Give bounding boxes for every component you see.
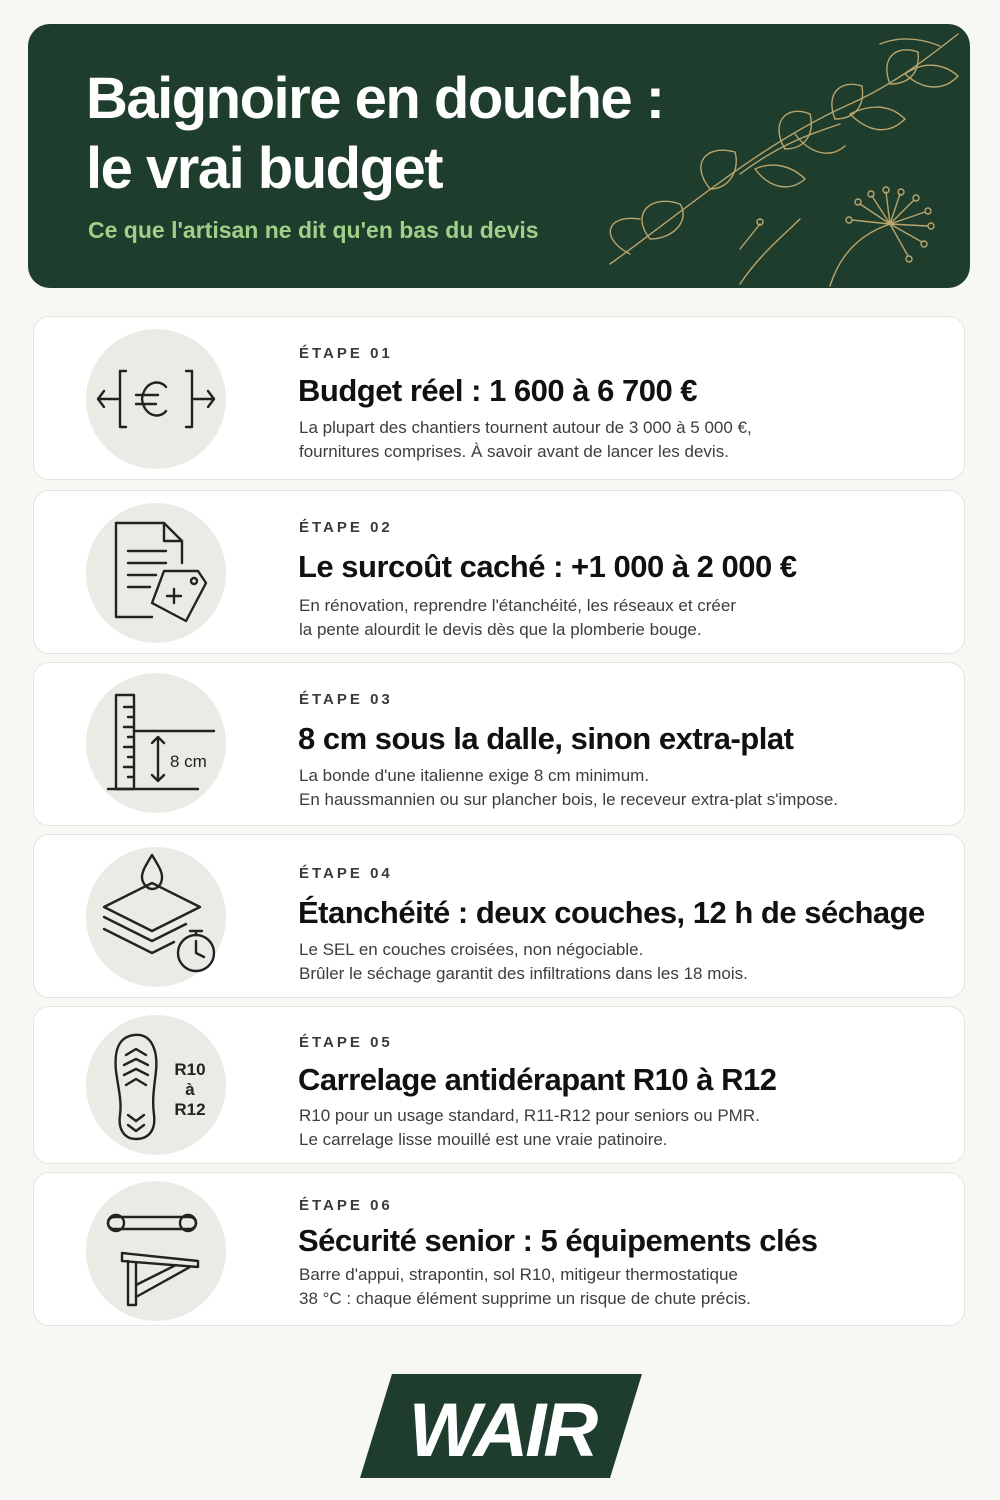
grab-bar-seat-icon [86,1181,226,1321]
desc-line-2: la pente alourdit le devis dès que la plomberie bouge. [299,620,702,639]
step-description [299,938,919,986]
step-description [299,594,919,642]
slip-rating-low: R10 [174,1060,206,1079]
step-card-4 [33,834,965,998]
title-line-1: Baignoire en douche : [86,66,664,131]
step-card-6 [33,1172,965,1326]
icon-circle [86,847,226,987]
shoe-sole-icon [86,1015,226,1155]
ruler-height-icon [86,673,226,813]
step-label: ÉTAPE 01 [299,345,393,362]
step-title: Sécurité senior : 5 équipements clés [298,1223,818,1258]
step-description [299,416,919,464]
step-title: Étanchéité : deux couches, 12 h de séchage [298,895,925,930]
botanical-leaves-icon [590,24,970,288]
step-label: ÉTAPE 04 [299,865,393,882]
step-description [299,1263,919,1311]
step-card-2 [33,490,965,654]
height-label: 8 cm [170,752,207,771]
desc-line-2: Brûler le séchage garantit des infiltrations dans les 18 mois. [299,964,748,983]
step-description [299,1104,919,1152]
layers-drop-timer-icon [86,847,226,987]
step-description [299,764,919,812]
title-line-2: le vrai budget [86,136,443,201]
desc-line-2: Le carrelage lisse mouillé est une vraie patinoire. [299,1130,668,1149]
icon-circle [86,673,226,813]
desc-line-1: Barre d'appui, strapontin, sol R10, mitigeur thermostatique [299,1265,738,1284]
slip-rating-high: R12 [174,1100,206,1119]
step-label: ÉTAPE 05 [299,1034,393,1051]
step-title: Carrelage antidérapant R10 à R12 [298,1062,777,1097]
desc-line-1: La bonde d'une italienne exige 8 cm minimum. [299,766,650,785]
desc-line-1: Le SEL en couches croisées, non négociable. [299,940,644,959]
icon-circle [86,1181,226,1321]
header-banner [28,24,970,288]
desc-line-1: La plupart des chantiers tournent autour de 3 000 à 5 000 €, [299,418,752,437]
icon-circle [86,503,226,643]
wair-logo [356,1372,646,1485]
step-label: ÉTAPE 02 [299,519,393,536]
icon-circle [86,329,226,469]
step-card-1 [33,316,965,480]
desc-line-2: 38 °C : chaque élément supprime un risque de chute précis. [299,1289,751,1308]
step-card-3 [33,662,965,826]
desc-line-1: En rénovation, reprendre l'étanchéité, les réseaux et créer [299,596,736,615]
step-title: 8 cm sous la dalle, sinon extra-plat [298,721,794,756]
logo-text: WAIR [408,1388,596,1473]
document-price-tag-icon [86,503,226,643]
euro-range-icon [86,329,226,469]
step-label: ÉTAPE 06 [299,1197,393,1214]
step-title: Le surcoût caché : +1 000 à 2 000 € [298,549,797,584]
icon-circle [86,1015,226,1155]
step-card-5 [33,1006,965,1164]
desc-line-2: fournitures comprises. À savoir avant de lancer les devis. [299,442,729,461]
desc-line-2: En haussmannien ou sur plancher bois, le receveur extra-plat s'impose. [299,790,839,809]
step-label: ÉTAPE 03 [299,691,393,708]
step-title: Budget réel : 1 600 à 6 700 € [298,373,698,408]
desc-line-1: R10 pour un usage standard, R11-R12 pour seniors ou PMR. [299,1106,760,1125]
page-subtitle: Ce que l'artisan ne dit qu'en bas du devis [88,217,539,243]
slip-rating-to: à [185,1080,195,1099]
